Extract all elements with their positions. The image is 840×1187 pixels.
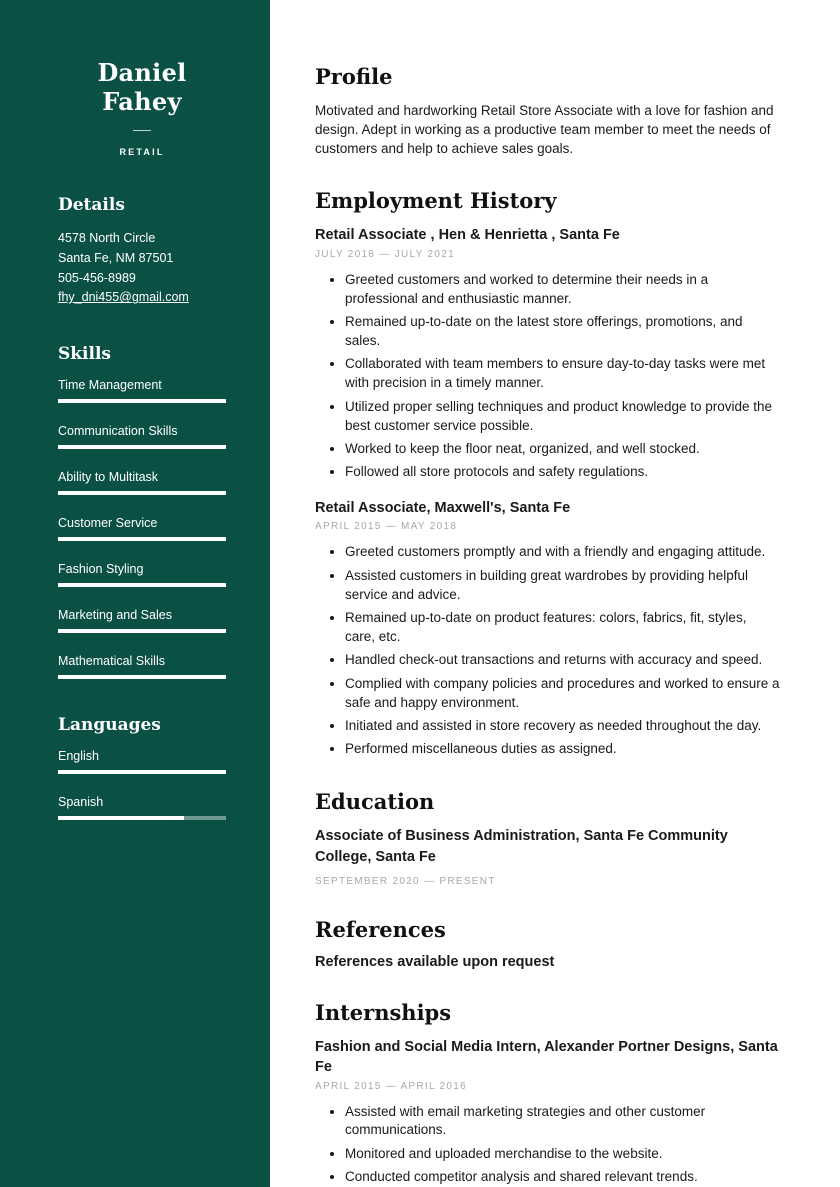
skill-bar-fill — [58, 445, 226, 449]
skill-item — [58, 608, 226, 633]
job-title: Retail Associate , Hen & Henrietta , Santa Fe — [315, 227, 620, 244]
language-bar-fill — [58, 770, 226, 774]
skill-label: Marketing and Sales — [58, 608, 172, 622]
job-bullet: • Utilized proper selling techniques and product knowledge to provide the best customer service possible. — [345, 398, 780, 436]
details-section — [58, 195, 226, 308]
skill-label: Ability to Multitask — [58, 470, 159, 484]
skill-label: Fashion Styling — [58, 562, 144, 576]
job-dates: JULY 2018 — JULY 2021 — [315, 248, 455, 260]
skill-bar — [58, 537, 226, 541]
skill-bar-fill — [58, 537, 226, 541]
skill-item — [58, 562, 226, 587]
job-entry — [315, 225, 780, 482]
skill-label: Customer Service — [58, 516, 158, 530]
degree-dates: SEPTEMBER 2020 — PRESENT — [315, 875, 496, 887]
language-bar — [58, 770, 226, 774]
skill-bar — [58, 675, 226, 679]
skill-item — [58, 516, 226, 541]
skill-bar — [58, 491, 226, 495]
skill-bar — [58, 583, 226, 587]
education-section — [315, 789, 780, 887]
skill-bar — [58, 629, 226, 633]
job-bullet: • Greeted customers and worked to determine their needs in a professional and enthusiastic manner. — [345, 271, 780, 309]
internship-bullet-list — [315, 1103, 780, 1187]
detail-line-city: Santa Fe, NM 87501 — [58, 250, 174, 265]
skill-bar-fill — [58, 629, 226, 633]
job-bullet: • Worked to keep the floor neat, organized, and well stocked. — [345, 440, 780, 459]
skill-item — [58, 378, 226, 403]
language-item — [58, 795, 226, 820]
internship-bullet: • Assisted with email marketing strategies and other customer communications. — [345, 1103, 780, 1141]
job-bullet: • Complied with company policies and procedures and worked to ensure a safe and happy environment. — [345, 675, 780, 713]
job-bullet-list — [315, 543, 780, 759]
job-bullet: • Initiated and assisted in store recovery as needed throughout the day. — [345, 717, 780, 736]
languages-heading: Languages — [58, 715, 161, 735]
skill-bar-fill — [58, 399, 226, 403]
internships-heading: Internships — [315, 999, 452, 1025]
profile-heading: Profile — [315, 64, 393, 89]
skill-bar-fill — [58, 583, 226, 587]
skill-item — [58, 470, 226, 495]
job-bullet: • Remained up-to-date on the latest store offerings, promotions, and sales. — [345, 313, 780, 351]
references-section — [315, 917, 780, 970]
skills-heading: Skills — [58, 344, 112, 364]
job-bullet: • Handled check-out transactions and returns with accuracy and speed. — [345, 651, 780, 670]
skill-label: Mathematical Skills — [58, 654, 165, 668]
job-dates: APRIL 2015 — MAY 2018 — [315, 521, 458, 533]
skill-bar — [58, 399, 226, 403]
skills-section — [58, 344, 226, 679]
language-label: English — [58, 749, 99, 763]
education-entry — [315, 826, 780, 887]
language-item — [58, 749, 226, 774]
name-divider — [133, 130, 151, 131]
profile-text: Motivated and hardworking Retail Store Associate with a love for fashion and design. Adept in working as a productive team member to meet the needs of customers and help to achieve sales goals. — [315, 103, 774, 157]
internship-title: Fashion and Social Media Intern, Alexander Portner Designs, Santa Fe — [315, 1038, 778, 1076]
languages-section — [58, 715, 226, 820]
language-label: Spanish — [58, 795, 104, 809]
skill-item — [58, 654, 226, 679]
language-bar — [58, 816, 226, 820]
job-bullet: • Remained up-to-date on product features: colors, fabrics, fit, styles, care, etc. — [345, 609, 780, 647]
internship-dates: APRIL 2015 — APRIL 2016 — [315, 1080, 468, 1092]
skill-label: Communication Skills — [58, 424, 178, 438]
internship-entry — [315, 1037, 780, 1187]
internship-bullet: • Conducted competitor analysis and shared relevant trends. — [345, 1168, 780, 1187]
job-title: Retail Associate, Maxwell's, Santa Fe — [315, 500, 571, 517]
main-content — [270, 0, 840, 1187]
references-text: References available upon request — [315, 953, 555, 970]
skill-bar-fill — [58, 491, 226, 495]
sidebar — [0, 0, 270, 1187]
profile-section — [315, 64, 780, 158]
email-link[interactable]: fhy_dni455@gmail.com — [58, 290, 189, 305]
detail-line-phone: 505-456-8989 — [58, 270, 136, 285]
internships-section — [315, 1000, 780, 1187]
employment-heading: Employment History — [315, 188, 557, 214]
education-heading: Education — [315, 789, 435, 815]
job-bullet: • Performed miscellaneous duties as assigned. — [345, 740, 780, 759]
skill-bar — [58, 445, 226, 449]
candidate-name: Daniel Fahey — [97, 58, 187, 116]
degree-title: Associate of Business Administration, Santa Fe Community College, Santa Fe — [315, 828, 728, 865]
skill-item — [58, 424, 226, 449]
job-bullet: • Followed all store protocols and safety regulations. — [345, 463, 780, 482]
job-entry — [315, 498, 780, 759]
role-label: RETAIL — [119, 147, 165, 157]
job-bullet: • Collaborated with team members to ensure day-to-day tasks were met with precision in a timely manner. — [345, 355, 780, 393]
job-bullet: • Assisted customers in building great wardrobes by providing helpful service and advice. — [345, 567, 780, 605]
skill-bar-fill — [58, 675, 226, 679]
language-bar-fill — [58, 816, 184, 820]
skill-label: Time Management — [58, 378, 162, 392]
job-bullet: • Greeted customers promptly and with a friendly and engaging attitude. — [345, 543, 780, 562]
detail-line-address: 4578 North Circle — [58, 231, 156, 245]
job-bullet-list — [315, 271, 780, 482]
references-heading: References — [315, 916, 446, 942]
details-heading: Details — [58, 195, 125, 215]
employment-section — [315, 188, 780, 759]
internship-bullet: • Monitored and uploaded merchandise to the website. — [345, 1145, 780, 1164]
